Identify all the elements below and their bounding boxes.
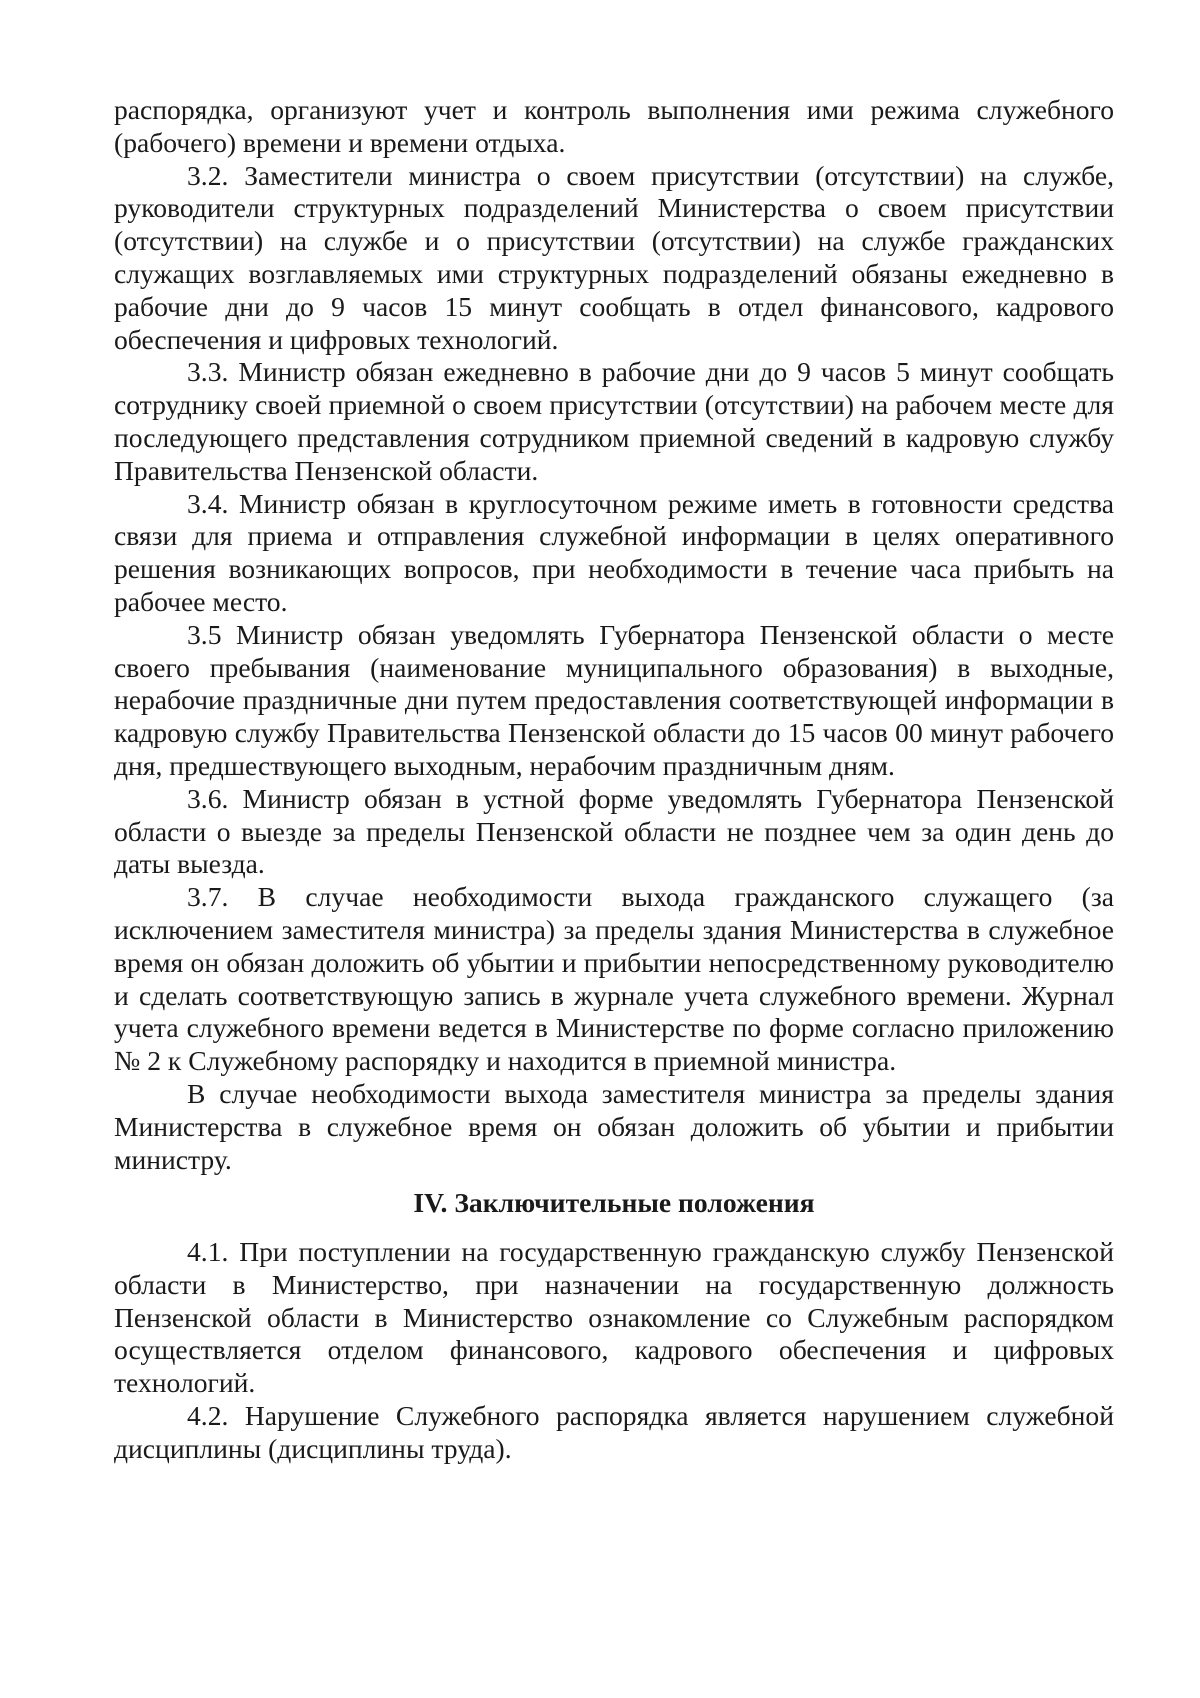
paragraph-3-2: 3.2. Заместители министра о своем присутствии (отсутствии) на службе, руководители структурных подразделений Министерства о своем присутствии (отсутствии) на службе и о присутствии (отсутствии) на службе гражданских служащих возглавляемых ими структурных подразделений обязаны ежедневно в рабочие дни до 9 часов 15 минут сообщать в отдел финансового, кадрового обеспечения и цифровых технологий. — [114, 159, 1114, 355]
paragraph-4-2: 4.2. Нарушение Служебного распорядка является нарушением служебной дисциплины (дисциплины труда). — [114, 1400, 1114, 1464]
paragraph-3-7-deputy: В случае необходимости выхода заместителя министра за пределы здания Министерства в служебное время он обязан доложить об убытии и прибытии министру. — [114, 1077, 1114, 1175]
paragraph-3-6: 3.6. Министр обязан в устной форме уведомлять Губернатора Пензенской области о выезде за пределы Пензенской области не позднее чем за один день до даты выезда. — [114, 782, 1114, 880]
paragraph-3-3: 3.3. Министр обязан ежедневно в рабочие дни до 9 часов 5 минут сообщать сотруднику своей приемной о своем присутствии (отсутствии) на рабочем месте для последующего представления сотрудником приемной сведений в кадровую службу Правительства Пензенской области. — [114, 356, 1114, 486]
paragraph-3-1-continuation: распорядка, организуют учет и контроль выполнения ими режима служебного (рабочего) времени и времени отдыха. — [114, 94, 1114, 158]
paragraph-3-5: 3.5 Министр обязан уведомлять Губернатора Пензенской области о месте своего пребывания (наименование муниципального образования) в выходные, нерабочие праздничные дни путем предоставления соответствующей информации в кадровую службу Правительства Пензенской области до 15 часов 00 минут рабочего дня, предшествующего выходным, нерабочим праздничным дням. — [114, 618, 1114, 781]
section-heading: IV. Заключительные положения — [413, 1187, 815, 1219]
paragraph-4-1: 4.1. При поступлении на государственную гражданскую службу Пензенской области в Министерство, при назначении на государственную должность Пензенской области в Министерство ознакомление со Служебным распорядком осуществляется отделом финансового, кадрового обеспечения и цифровых технологий. — [114, 1236, 1114, 1399]
paragraph-3-4: 3.4. Министр обязан в круглосуточном режиме иметь в готовности средства связи для приема и отправления служебной информации в целях оперативного решения возникающих вопросов, при необходимости в течение часа прибыть на рабочее место. — [114, 487, 1114, 617]
document-body — [114, 94, 1114, 1466]
paragraph-3-7: 3.7. В случае необходимости выхода гражданского служащего (за исключением заместителя министра) за пределы здания Министерства в служебное время он обязан доложить об убытии и прибытии непосредственному руководителю и сделать соответствующую запись в журнале учета служебного времени. Журнал учета служебного времени ведется в Министерстве по форме согласно приложению № 2 к Служебному распорядку и находится в приемной министра. — [114, 881, 1114, 1077]
